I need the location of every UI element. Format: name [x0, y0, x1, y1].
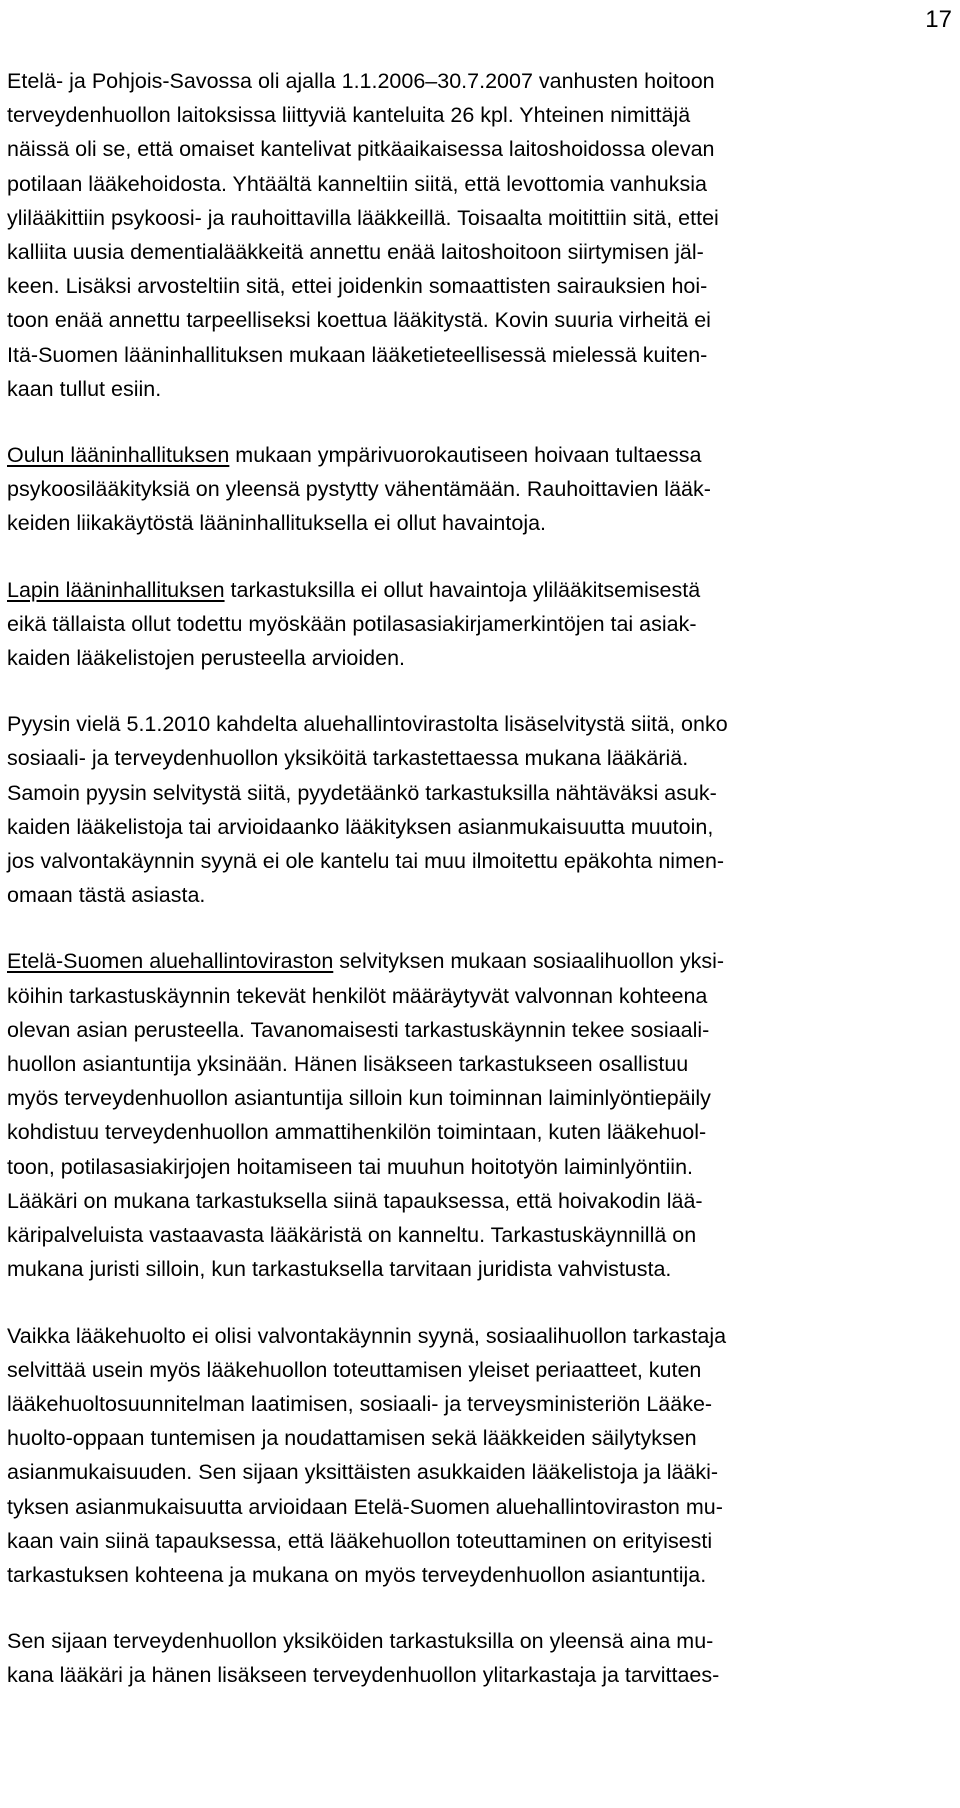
text-line: Samoin pyysin selvitystä siitä, pyydetäänkö tarkastuksilla nähtäväksi asuk- — [7, 780, 717, 805]
text-line: olevan asian perusteella. Tavanomaisesti tarkastuskäynnin tekee sosiaali- — [7, 1017, 710, 1042]
text-line: Sen sijaan terveydenhuollon yksiköiden tarkastuksilla on yleensä aina mu- — [7, 1629, 714, 1654]
paragraph-laakehuolto — [7, 1319, 955, 1593]
text-line: keiden liikakäytöstä lääninhallituksella ei ollut havaintoja. — [7, 511, 547, 536]
paragraph-terveydenhuolto — [7, 1624, 955, 1692]
text-line: terveydenhuollon laitoksissa liittyviä kanteluita 26 kpl. Yhteinen nimittäjä — [7, 103, 691, 128]
text-line: kana lääkäri ja hänen lisäkseen terveydenhuollon ylitarkastaja ja tarvittaes- — [7, 1663, 720, 1688]
text-line: käripalveluista vastaavasta lääkäristä on kanneltu. Tarkastuskäynnillä on — [7, 1223, 697, 1248]
underlined-authority-name: Lapin lääninhallituksen — [7, 577, 225, 602]
text-line: kaan vain siinä tapauksessa, että lääkehuollon toteuttaminen on erityisesti — [7, 1528, 713, 1553]
text-line: asianmukaisuuden. Sen sijaan yksittäisten asukkaiden lääkelistoja ja lääki- — [7, 1460, 719, 1485]
text-line — [7, 573, 955, 607]
text-line: potilaan lääkehoidosta. Yhtäältä kanneltiin siitä, että levottomia vanhuksia — [7, 171, 707, 196]
text-line: näissä oli se, että omaiset kantelivat pitkäaikaisessa laitoshoidossa olevan — [7, 137, 715, 162]
text-line: toon, potilasasiakirjojen hoitamiseen tai muuhun hoitotyön laiminlyöntiin. — [7, 1154, 694, 1179]
underlined-authority-name: Oulun lääninhallituksen — [7, 443, 230, 468]
text-line: keen. Lisäksi arvosteltiin sitä, ettei joidenkin somaattisten sairauksien hoi- — [7, 274, 708, 299]
text-segment: mukaan ympärivuorokautiseen hoivaan tultaessa — [229, 443, 702, 468]
paragraph-oulu — [7, 438, 955, 541]
text-segment: selvityksen mukaan sosiaalihuollon yksi- — [333, 949, 725, 974]
text-line: myös terveydenhuollon asiantuntija silloin kun toiminnan laiminlyöntiepäily — [7, 1086, 711, 1111]
text-line: omaan tästä asiasta. — [7, 883, 206, 908]
text-line: kalliita uusia dementialääkkeitä annettu enää laitoshoitoon siirtymisen jäl- — [7, 240, 704, 265]
text-line: huollon asiantuntija yksinään. Hänen lisäkseen tarkastukseen osallistuu — [7, 1052, 689, 1077]
underlined-authority-name: Etelä-Suomen aluehallintoviraston — [7, 949, 334, 974]
text-line: Etelä- ja Pohjois-Savossa oli ajalla 1.1.2006–30.7.2007 vanhusten hoitoon — [7, 69, 715, 93]
paragraph-ita-suomi — [7, 64, 955, 406]
text-line: kohdistuu terveydenhuollon ammattihenkilön toimintaan, kuten lääkehuol- — [7, 1120, 707, 1145]
text-line: Pyysin vielä 5.1.2010 kahdelta aluehallintovirastolta lisäselvitystä siitä, onko — [7, 712, 728, 737]
text-line: tarkastuksen kohteena ja mukana on myös terveydenhuollon asiantuntija. — [7, 1562, 707, 1587]
text-line: huolto-oppaan tuntemisen ja noudattamisen sekä lääkkeiden säilytyksen — [7, 1426, 697, 1451]
text-line: kaiden lääkelistoja tai arvioidaanko lääkityksen asianmukaisuutta muutoin, — [7, 814, 714, 839]
paragraph-etela-suomi — [7, 944, 955, 1286]
text-line: kaan tullut esiin. — [7, 376, 162, 401]
text-line: Itä-Suomen lääninhallituksen mukaan lääketieteellisessä mielessä kuiten- — [7, 342, 708, 367]
text-line: Lääkäri on mukana tarkastuksella siinä tapauksessa, että hoivakodin lää- — [7, 1188, 703, 1213]
text-line — [7, 944, 955, 978]
page-number: 17 — [925, 6, 952, 33]
text-line: toon enää annettu tarpeelliseksi koettua lääkitystä. Kovin suuria virheitä ei — [7, 308, 711, 333]
text-line: tyksen asianmukaisuutta arvioidaan Etelä-Suomen aluehallintoviraston mu- — [7, 1494, 723, 1519]
text-line: eikä tällaista ollut todettu myöskään potilasasiakirjamerkintöjen tai asiak- — [7, 611, 697, 636]
text-line: jos valvontakäynnin syynä ei ole kantelu tai muu ilmoitettu epäkohta nimen- — [7, 849, 725, 874]
text-line: ylilääkittiin psykoosi- ja rauhoittavilla lääkkeillä. Toisaalta moitittiin sitä, ettei — [7, 205, 719, 230]
paragraph-lappi — [7, 573, 955, 676]
text-line: Vaikka lääkehuolto ei olisi valvontakäynnin syynä, sosiaalihuollon tarkastaja — [7, 1323, 727, 1348]
text-line: selvittää usein myös lääkehuollon toteuttamisen yleiset periaatteet, kuten — [7, 1357, 702, 1382]
paragraph-lisaselvitys — [7, 707, 955, 912]
text-line: mukana juristi silloin, kun tarkastuksella tarvitaan juridista vahvistusta. — [7, 1257, 672, 1282]
text-segment: tarkastuksilla ei ollut havaintoja ylilääkitsemisestä — [224, 577, 701, 602]
text-line: lääkehuoltosuunnitelman laatimisen, sosiaali- ja terveysministeriön Lääke- — [7, 1391, 713, 1416]
text-line: kaiden lääkelistojen perusteella arvioiden. — [7, 646, 406, 671]
text-line: sosiaali- ja terveydenhuollon yksiköitä tarkastettaessa mukana lääkäriä. — [7, 746, 689, 771]
text-line: köihin tarkastuskäynnin tekevät henkilöt määräytyvät valvonnan kohteena — [7, 983, 708, 1008]
text-line — [7, 438, 955, 472]
document-body — [7, 64, 955, 1725]
text-line: psykoosilääkityksiä on yleensä pystytty vähentämään. Rauhoittavien lääk- — [7, 477, 711, 502]
